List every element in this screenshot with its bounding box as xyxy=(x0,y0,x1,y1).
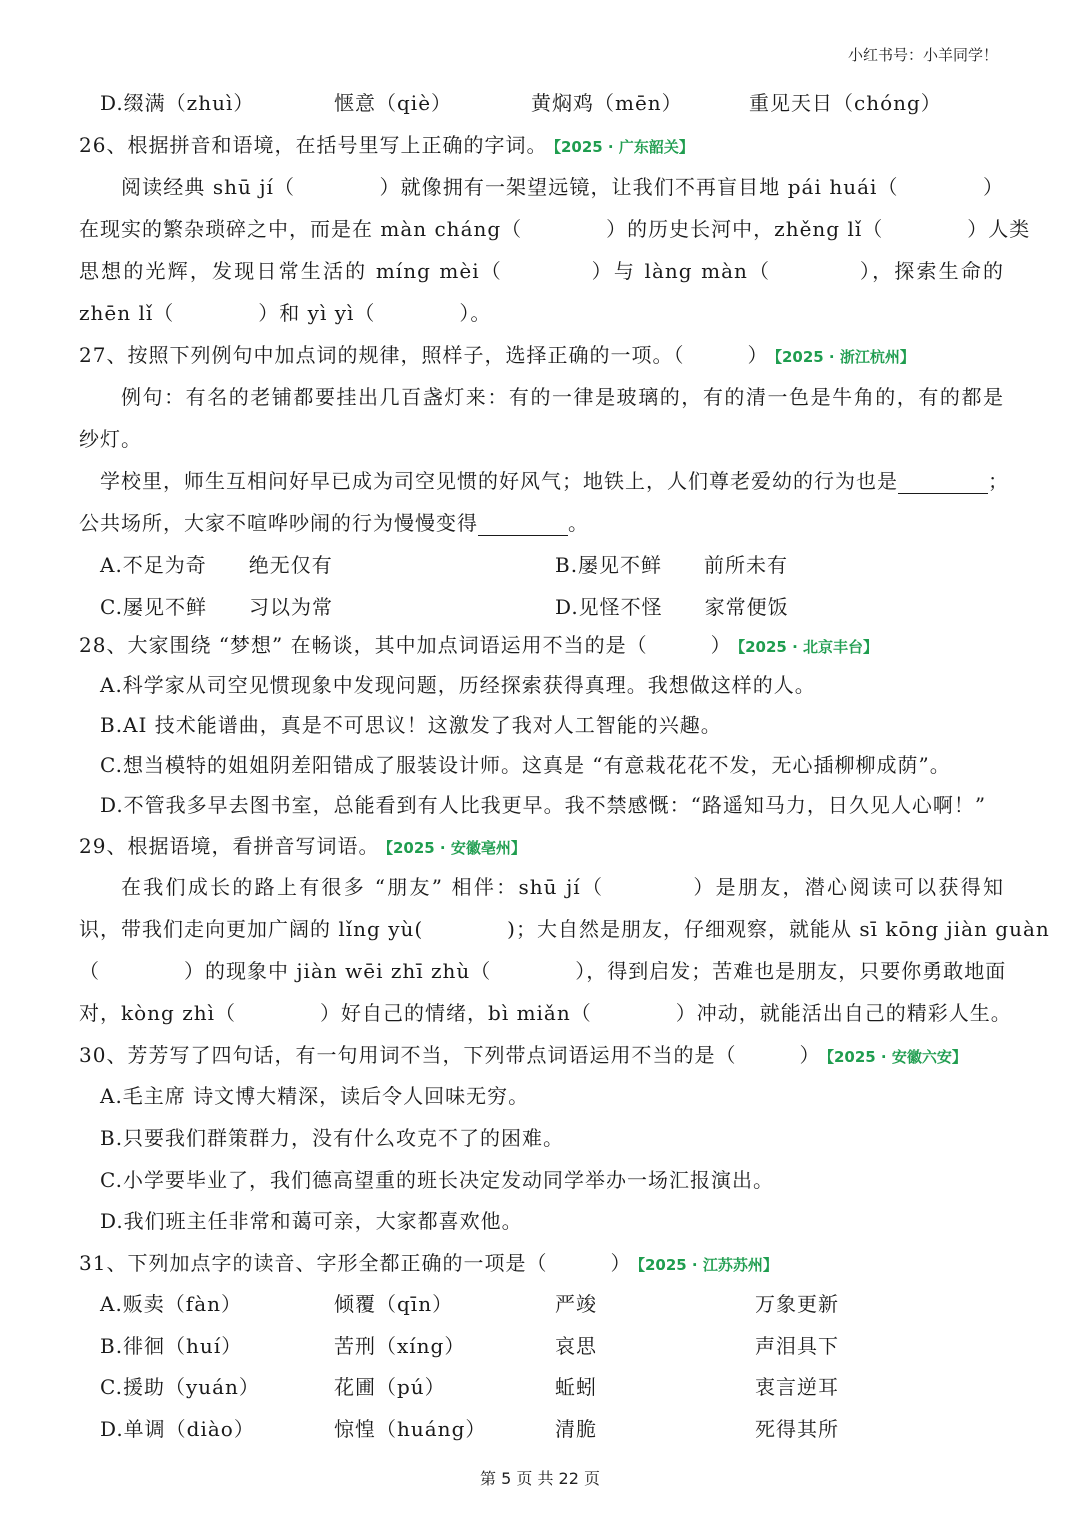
q31-c-col-3: 蚯蚓 xyxy=(555,1375,597,1399)
q31-d-col-1: D.单调（diào） xyxy=(100,1417,255,1441)
q31-row-c xyxy=(79,1366,1004,1408)
q29-stem-line xyxy=(79,825,1004,867)
q31-row-b xyxy=(79,1325,1004,1367)
watermark: 小红书号：小羊同学！ xyxy=(847,46,998,64)
q30-source-tag: 【2025 · 安徽六安】 xyxy=(826,1048,967,1066)
q27-option-c: C.屡见不鲜 习以为常 xyxy=(100,595,333,619)
q29-source-tag: 【2025 · 安徽亳州】 xyxy=(385,839,526,857)
q31-c-col-4: 衷言逆耳 xyxy=(755,1375,839,1399)
q31-d-col-4: 死得其所 xyxy=(755,1417,839,1441)
q27-body-punct-2: 。 xyxy=(568,511,589,535)
q28-option-c: C.想当模特的姐姐阴差阳错成了服装设计师。这真是 “有意栽花花不发，无心插柳柳成荫”。 xyxy=(100,753,951,777)
q27-example-line-1: 例句：有名的老铺都要挂出几百盏灯来：有的一律是玻璃的，有的清一色是牛角的，有的都是 xyxy=(121,385,1004,409)
q31-d-col-3: 清脆 xyxy=(555,1417,597,1441)
q25-option-d-row xyxy=(79,82,1004,124)
q27-option-b: B.屡见不鲜 前所未有 xyxy=(555,553,789,577)
q26-line-4: zhēn lǐ（ ）和 yì yì（ ）。 xyxy=(79,301,492,325)
q31-stem-line xyxy=(79,1242,1004,1284)
q27-body-text-1: 学校里，师生互相问好早已成为司空见惯的好风气；地铁上，人们尊老爱幼的行为也是 xyxy=(100,469,898,493)
q31-a-col-2: 倾覆（qīn） xyxy=(334,1292,454,1316)
q30-option-d: D.我们班主任非常和蔼可亲，大家都喜欢他。 xyxy=(100,1209,523,1233)
q27-stem: 27、按照下列例句中加点词的规律，照样子，选择正确的一项。（ ） xyxy=(79,343,769,367)
q27-source-tag: 【2025 · 浙江杭州】 xyxy=(774,348,915,366)
answer-blank-1[interactable] xyxy=(898,467,988,494)
q30-option-a: A.毛主席 诗文博大精深，读后令人回味无穷。 xyxy=(100,1084,530,1108)
q27-option-a: A.不足为奇 绝无仅有 xyxy=(100,553,333,577)
q29-line-3: （ ）的现象中 jiàn wēi zhī zhù（ ），得到启发；苦难也是朋友，只要你勇敢地面 xyxy=(79,959,1007,983)
q30-option-b: B.只要我们群策群力，没有什么攻克不了的困难。 xyxy=(100,1126,565,1150)
q25-col-1: D.缀满（zhuì） xyxy=(100,91,255,115)
q28-stem: 28、大家围绕 “梦想” 在畅谈，其中加点词语运用不当的是（ ） xyxy=(79,633,732,657)
q26-line-1: 阅读经典 shū jí（ ）就像拥有一架望远镜，让我们不再盲目地 pái huái（ ） xyxy=(121,175,1004,199)
q31-b-col-1: B.徘徊（huí） xyxy=(100,1334,243,1358)
q27-stem-line xyxy=(79,334,1004,376)
q29-stem: 29、根据语境，看拼音写词语。 xyxy=(79,834,380,858)
q26-source-tag: 【2025 · 广东韶关】 xyxy=(553,138,694,156)
q31-row-d xyxy=(79,1408,1004,1450)
q26-line-3: 思想的光辉，发现日常生活的 míng mèi（ ）与 làng màn（ ），探索生命的 xyxy=(79,259,1004,283)
q28-option-d: D.不管我多早去图书室，总能看到有人比我更早。我不禁感慨：“路遥知马力，日久见人心啊！” xyxy=(100,793,987,817)
q31-b-col-4: 声泪具下 xyxy=(755,1334,839,1358)
q27-option-d: D.见怪不怪 家常便饭 xyxy=(555,595,789,619)
q25-col-4: 重见天日（chóng） xyxy=(749,91,942,115)
q31-a-col-4: 万象更新 xyxy=(755,1292,839,1316)
q25-col-2: 惬意（qiè） xyxy=(334,91,453,115)
q31-a-col-3: 严竣 xyxy=(555,1292,597,1316)
q29-line-1: 在我们成长的路上有很多 “朋友” 相伴：shū jí（ ）是朋友，潜心阅读可以获得知 xyxy=(121,875,1004,899)
q27-body-punct-1: ； xyxy=(988,469,1009,493)
q27-body-text-2: 公共场所，大家不喧哗吵闹的行为慢慢变得 xyxy=(79,511,478,535)
page-number: 第 5 页 共 22 页 xyxy=(480,1469,600,1488)
q31-source-tag: 【2025 · 江苏苏州】 xyxy=(637,1256,778,1274)
q27-body-line-2 xyxy=(79,502,1004,544)
q28-source-tag: 【2025 · 北京丰台】 xyxy=(737,638,879,656)
q31-b-col-2: 苦刑（xíng） xyxy=(334,1334,466,1358)
q31-c-col-1: C.援助（yuán） xyxy=(100,1375,260,1399)
q30-option-c: C.小学要毕业了，我们德高望重的班长决定发动同学举办一场汇报演出。 xyxy=(100,1168,774,1192)
q28-stem-line xyxy=(79,624,1004,666)
q30-stem-line xyxy=(79,1034,1004,1076)
q27-options-row-2 xyxy=(79,586,1004,628)
q31-a-col-1: A.贩卖（fàn） xyxy=(100,1292,243,1316)
q31-b-col-3: 哀思 xyxy=(555,1334,597,1358)
q31-c-col-2: 花圃（pú） xyxy=(334,1375,446,1399)
q26-line-2: 在现实的繁杂琐碎之中，而是在 màn cháng（ ）的历史长河中，zhěng lǐ（ ）人类 xyxy=(79,217,1031,241)
q27-example-line-2: 纱灯。 xyxy=(79,427,142,451)
q27-body-line-1 xyxy=(79,460,1009,502)
q26-stem-line xyxy=(79,124,1004,166)
q29-line-4: 对，kòng zhì（ ）好自己的情绪，bì miǎn（ ）冲动，就能活出自己的精彩人生。 xyxy=(79,1001,1012,1025)
answer-blank-2[interactable] xyxy=(478,509,568,536)
q26-stem: 26、根据拼音和语境，在括号里写上正确的字词。 xyxy=(79,133,548,157)
q30-stem: 30、芳芳写了四句话，有一句用词不当，下列带点词语运用不当的是（ ） xyxy=(79,1043,821,1067)
q27-options-row-1 xyxy=(79,544,1004,586)
q29-line-2: 识，带我们走向更加广阔的 lǐng yù( )；大自然是朋友，仔细观察，就能从 sī kōng jiàn guàn xyxy=(79,917,1050,941)
q28-option-b: B.AI 技术能谱曲，真是不可思议！这激发了我对人工智能的兴趣。 xyxy=(100,713,722,737)
q25-col-3: 黄焖鸡（mēn） xyxy=(531,91,683,115)
q31-d-col-2: 惊惶（huáng） xyxy=(334,1417,487,1441)
q31-row-a xyxy=(79,1283,1004,1325)
q28-option-a: A.科学家从司空见惯现象中发现问题，历经探索获得真理。我想做这样的人。 xyxy=(100,673,816,697)
q31-stem: 31、下列加点字的读音、字形全都正确的一项是（ ） xyxy=(79,1251,632,1275)
